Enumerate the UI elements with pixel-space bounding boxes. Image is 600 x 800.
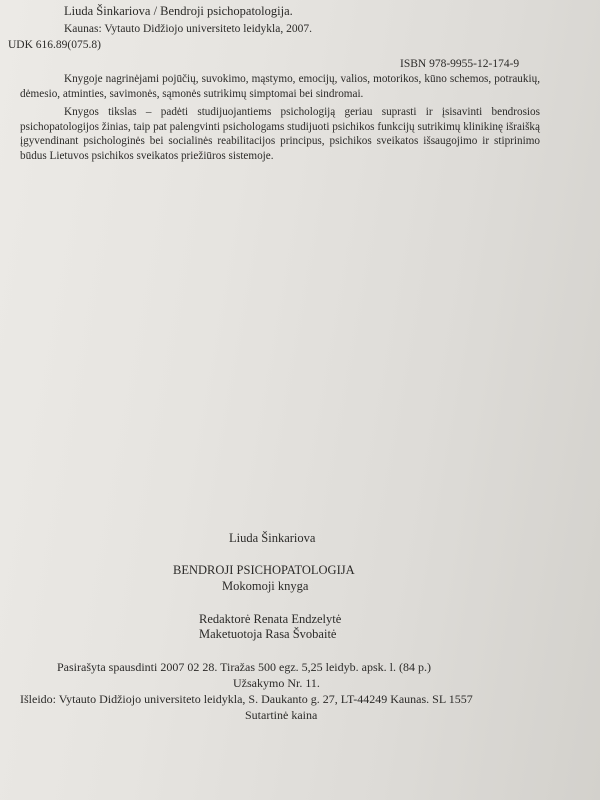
imprint-publisher: Išleido: Vytauto Didžiojo universiteto leidykla, S. Daukanto g. 27, LT-44249 Kaunas. SL 1557 (20, 692, 473, 706)
isbn-code: ISBN 978-9955-12-174-9 (400, 58, 520, 70)
imprint-print-info: Pasirašyta spausdinti 2007 02 28. Tiražas 500 egz. 5,25 leidyb. apsk. l. (84 p.) (57, 660, 431, 674)
udk-code: UDK 616.89(075.8) (8, 39, 101, 51)
imprint-order-number: Užsakymo Nr. 11. (233, 676, 320, 690)
abstract-paragraph-2: Knygos tikslas – padėti studijuojantiems psichologiją geriau suprasti ir įsisavinti bendrosios psichopatologijos žinias, taip pat palengvinti psichologams studijuoti psichikos funkcijų sutrikimų klinikinę išraišką įgyvendinant psichologinės bei socialinės reabilitacijos principus, psichikos sveikatos išsaugojimo ir stiprinimo būdus Lietuvos psichikos sveikatos priežiūros sistemoje. (20, 106, 540, 162)
imprint-editor: Redaktorė Renata Endzelytė (199, 612, 342, 626)
abstract-paragraph-1: Knygoje nagrinėjami pojūčių, suvokimo, mąstymo, emocijų, valios, motorikos, kūno schemos, potraukių, dėmesio, atminties, savimonės, sąmonės sutrikimų simptomai bei sindromai. (20, 73, 540, 100)
imprint-price: Sutartinė kaina (245, 708, 318, 722)
author-title-line: Liuda Šinkariova / Bendroji psichopatologija. (64, 4, 293, 18)
imprint-subtitle: Mokomoji knyga (222, 579, 309, 593)
imprint-author: Liuda Šinkariova (229, 531, 316, 545)
imprint-layout-designer: Maketuotoja Rasa Švobaitė (199, 627, 337, 641)
imprint-title: BENDROJI PSICHOPATOLOGIJA (173, 563, 355, 577)
publisher-line: Kaunas: Vytauto Didžiojo universiteto leidykla, 2007. (64, 23, 312, 35)
